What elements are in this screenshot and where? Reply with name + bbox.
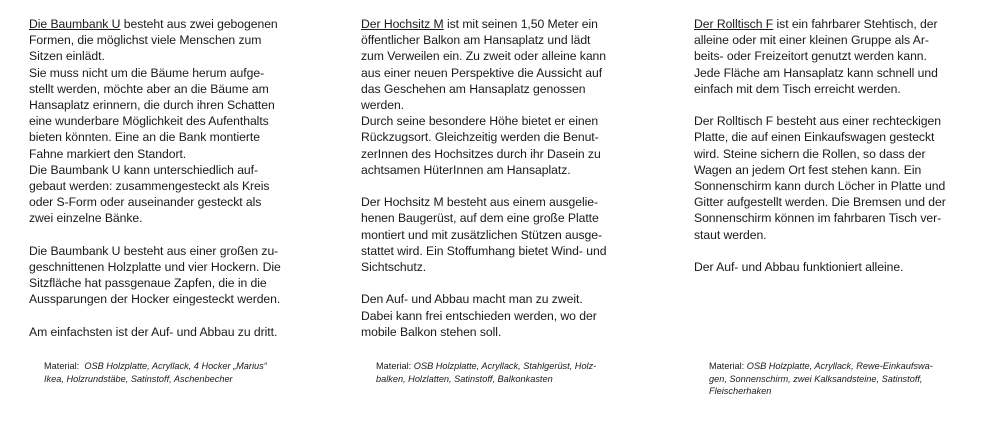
construction-paragraph: Die Baumbank U besteht aus einer großen zu- geschnittenen Holzplatte und vier Hockern. Die Sitzfläche hat passgenaue Zapfen, die in die Aussparungen der Hocker eingesteckt werden. — [29, 243, 281, 307]
column-baumbank — [29, 16, 319, 340]
material-label: Material: — [376, 361, 412, 371]
construction-paragraph: Der Rolltisch F besteht aus einer rechteckigen Platte, die auf einen Einkaufswagen gesteckt wird. Steine sichern die Rollen, so dass der Wagen an jedem Ort fest stehen kann. Ein Sonnenschirm kann durch Löcher in Platte und Gitter aufgestellt werden. Die Bremsen und der Sonnenschirm können im fahrbaren Tisch ver- staut werden. — [694, 114, 946, 242]
material-note — [376, 360, 656, 385]
material-note — [709, 360, 989, 398]
object-title[interactable]: Die Baumbank U — [29, 17, 121, 31]
assembly-paragraph: Der Auf- und Abbau funktioniert alleine. — [694, 260, 904, 275]
assembly-paragraph: Den Auf- und Abbau macht man zu zweit. Dabei kann frei entschieden werden, wo der mobile Balkon stehen soll. — [361, 292, 597, 339]
intro-paragraph — [29, 16, 319, 227]
intro-paragraph — [694, 16, 984, 97]
intro-text: ist mit seinen 1,50 Meter ein öffentlicher Balkon am Hansaplatz und lädt zum Verweilen ein. Zu zweit oder alleine kann aus einer neuen Perspektive die Aussicht auf das Geschehen am Hansaplatz genossen werden. Durch seine besondere Höhe bietet er einen Rückzugsort. Gleichzeitig werden die Benut- zerInnen des Hochsitzes durch ihr Dasein zu achtsamen HüterInnen am Hansaplatz. — [361, 17, 607, 177]
column-rolltisch — [694, 16, 984, 275]
object-title[interactable]: Der Hochsitz M — [361, 17, 444, 31]
column-hochsitz — [361, 16, 651, 340]
construction-paragraph: Der Hochsitz M besteht aus einem ausgelie- henen Baugerüst, auf dem eine große Platte montiert und mit zusätzlichen Stützen ausge- stattet wird. Ein Stoffumhang bietet Wind- und Sichtschutz. — [361, 195, 607, 275]
material-items: OSB Holzplatte, Acryllack, Stahlgerüst, Holz- balken, Holzlatten, Satinstoff, Balkonkasten — [376, 361, 597, 384]
intro-text: besteht aus zwei gebogenen Formen, die möglichst viele Menschen zum Sitzen einlädt. Sie muss nicht um die Bäume herum aufge- stellt werden, möchte aber an die Bäume am Hansaplatz erinnern, die durch ihren Schatten eine wunderbare Möglichkeit des Aufenthalts bieten könnten. Eine an die Bank montierte Fahne markiert den Standort. Die Baumbank U kann unterschiedlich auf- gebaut werden: zusammengesteckt als Kreis oder S-Form oder auseinander gesteckt als zwei einzelne Bänke. — [29, 17, 278, 226]
assembly-paragraph: Am einfachsten ist der Auf- und Abbau zu dritt. — [29, 324, 278, 339]
material-label: Material: — [44, 361, 80, 371]
intro-paragraph — [361, 16, 651, 178]
material-items: OSB Holzplatte, Acryllack, 4 Hocker „Marius“ Ikea, Holzrundstäbe, Satinstoff, Aschenbecher — [44, 361, 267, 384]
material-label: Material: — [709, 361, 745, 371]
material-note — [44, 360, 324, 385]
material-items: OSB Holzplatte, Acryllack, Rewe-Einkaufswa- gen, Sonnenschirm, zwei Kalksandsteine, Satinstoff, Fleischerhaken — [709, 361, 933, 396]
object-title[interactable]: Der Rolltisch F — [694, 17, 774, 31]
intro-text: ist ein fahrbarer Stehtisch, der alleine oder mit einer kleinen Gruppe als Ar- beits- oder Freizeitort genutzt werden kann. Jede Fläche am Hansaplatz kann schnell und einfach mit dem Tisch erreicht werden. — [694, 17, 938, 96]
